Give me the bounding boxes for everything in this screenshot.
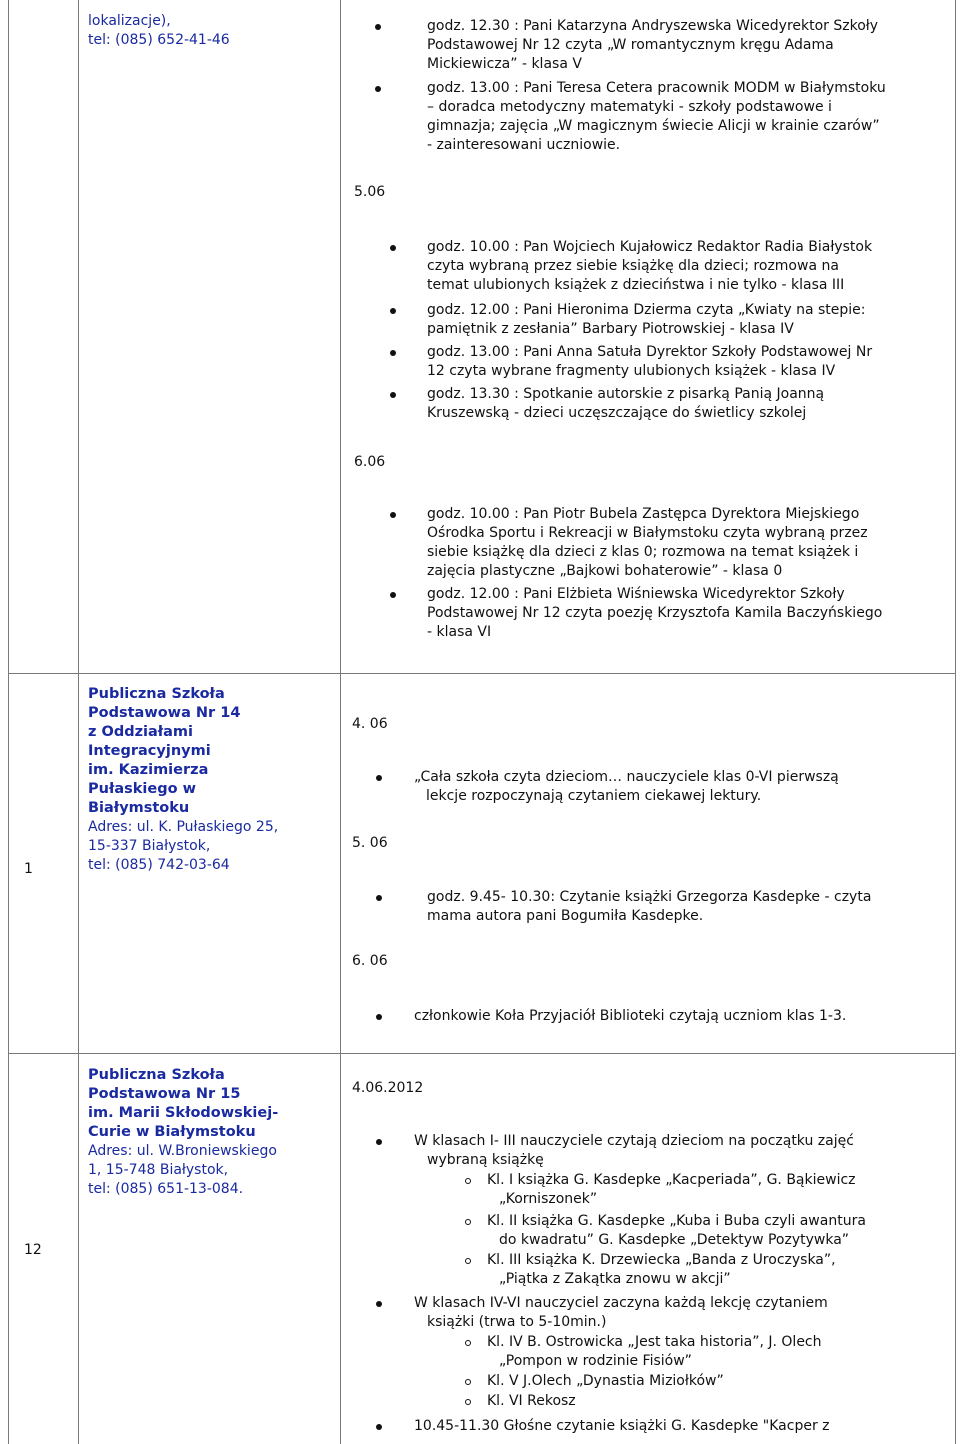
item-line: wybraną książkę: [427, 1152, 544, 1168]
circle-bullet-icon: [465, 1340, 471, 1346]
bullet-dot: [376, 895, 382, 901]
column-divider-school: [78, 0, 79, 1444]
table-border-right: [955, 0, 956, 1444]
school-name-line: Podstawowa Nr 14: [88, 705, 241, 721]
school-info: [88, 685, 278, 875]
address-line: Adres: ul. K. Pułaskiego 25,: [88, 819, 279, 835]
list-item: [376, 888, 871, 926]
address-line: 1, 15-748 Białystok,: [88, 1162, 229, 1178]
list-item: [390, 585, 882, 642]
row-number: 1: [24, 861, 33, 877]
circle-bullet-icon: [465, 1399, 471, 1405]
date-label: 5. 06: [352, 835, 388, 851]
item-line: godz. 10.00 : Pan Wojciech Kujałowicz Redaktor Radia Białystok: [427, 239, 873, 255]
item-line: godz. 12.00 : Pani Elżbieta Wiśniewska Wicedyrektor Szkoły: [427, 586, 845, 602]
bullet-dot: [390, 350, 396, 356]
item-line: W klasach IV-VI nauczyciel zaczyna każdą lekcję czytaniem: [414, 1295, 828, 1311]
item-line: członkowie Koła Przyjaciół Biblioteki czytają uczniom klas 1-3.: [414, 1008, 847, 1024]
item-line: - zainteresowani uczniowie.: [427, 137, 621, 153]
school-name-line: Publiczna Szkoła: [88, 686, 225, 702]
item-line: Kruszewską - dzieci uczęszczające do świetlicy szkolej: [427, 405, 807, 421]
circle-bullet-icon: [465, 1379, 471, 1385]
bullet-dot: [390, 512, 396, 518]
bullet-dot: [390, 245, 396, 251]
school-name-line: Pułaskiego w: [88, 781, 196, 797]
circle-bullet-icon: [465, 1219, 471, 1225]
item-line: godz. 13.00 : Pani Teresa Cetera pracownik MODM w Białymstoku: [427, 80, 886, 96]
list-item: [390, 79, 886, 155]
item-line: Kl. VI Rekosz: [487, 1393, 576, 1409]
school-name-line: Integracyjnymi: [88, 743, 211, 759]
item-line: mama autora pani Bogumiła Kasdepke.: [427, 908, 704, 924]
list-item: [390, 343, 872, 381]
top-left-address: [88, 12, 230, 50]
item-line: W klasach I- III nauczyciele czytają dzieciom na początku zajęć: [414, 1133, 854, 1149]
item-line: Kl. IV B. Ostrowicka „Jest taka historia”, J. Olech: [487, 1334, 822, 1350]
school-name-line: Curie w Białymstoku: [88, 1124, 256, 1140]
bullet-dot: [390, 308, 396, 314]
bullet-dot: [376, 775, 382, 781]
bullet-dot: [375, 24, 381, 30]
school-name-line: z Oddziałami: [88, 724, 194, 740]
bullet-dot: [376, 1301, 382, 1307]
date-label: 4. 06: [352, 716, 388, 732]
address-line: 15-337 Białystok,: [88, 838, 211, 854]
school-name-line: im. Marii Skłodowskiej-: [88, 1105, 279, 1121]
item-line: Podstawowej Nr 12 czyta poezję Krzysztofa Kamila Baczyńskiego: [427, 605, 883, 621]
item-line: godz. 13.00 : Pani Anna Satuła Dyrektor Szkoły Podstawowej Nr: [427, 344, 873, 360]
date-label: 5.06: [354, 184, 386, 200]
item-line: 10.45-11.30 Głośne czytanie książki G. Kasdepke "Kacper z: [414, 1418, 830, 1434]
list-item: [376, 1417, 830, 1436]
circle-bullet-icon: [465, 1178, 471, 1184]
sub-list-item: [465, 1333, 822, 1371]
item-line: Ośrodka Sportu i Rekreacji w Białymstoku czyta wybraną przez: [427, 525, 868, 541]
item-line: czyta wybraną przez siebie książkę dla dzieci; rozmowa na: [427, 258, 839, 274]
sub-list-item: [465, 1392, 576, 1411]
item-line: siebie książkę dla dzieci z klas 0; rozmowa na temat książek i: [427, 544, 859, 560]
bullet-dot: [376, 1014, 382, 1020]
sub-list-item: [465, 1212, 866, 1250]
item-line: „Piątka z Zakątka znowu w akcji”: [499, 1271, 731, 1287]
sub-list-item: [465, 1372, 724, 1391]
item-line: „Cała szkoła czyta dzieciom… nauczyciele klas 0-VI pierwszą: [414, 769, 839, 785]
item-line: Kl. V J.Olech „Dynastia Miziołków”: [487, 1373, 724, 1389]
item-line: temat ulubionych książek z dzieciństwa i nie tylko - klasa III: [427, 277, 845, 293]
item-line: - klasa VI: [427, 624, 492, 640]
sub-list-item: [465, 1251, 836, 1289]
table-border-left: [8, 0, 9, 1444]
location-line: lokalizacje),: [88, 13, 171, 29]
item-line: godz. 13.30 : Spotkanie autorskie z pisarką Panią Joanną: [427, 386, 825, 402]
item-line: lekcje rozpoczynają czytaniem ciekawej lektury.: [426, 788, 762, 804]
bullet-dot: [376, 1424, 382, 1430]
list-item: [376, 1132, 854, 1170]
item-line: „Pompon w rodzinie Fisiów”: [499, 1353, 692, 1369]
school-name-line: im. Kazimierza: [88, 762, 209, 778]
bullet-dot: [390, 592, 396, 598]
item-line: pamiętnik z zesłania” Barbary Piotrowskiej - klasa IV: [427, 321, 794, 337]
school-name-line: Białymstoku: [88, 800, 190, 816]
list-item: [390, 505, 868, 581]
school-info: [88, 1066, 278, 1199]
address-line: Adres: ul. W.Broniewskiego: [88, 1143, 277, 1159]
address-line: tel: (085) 742-03-64: [88, 857, 230, 873]
school-name-line: Publiczna Szkoła: [88, 1067, 225, 1083]
item-line: – doradca metodyczny matematyki - szkoły podstawowe i: [427, 99, 832, 115]
column-divider-program: [340, 0, 341, 1444]
circle-bullet-icon: [465, 1258, 471, 1264]
list-item: [376, 768, 839, 806]
item-line: Mickiewicza” - klasa V: [427, 56, 582, 72]
bullet-dot: [376, 1139, 382, 1145]
item-line: Kl. II książka G. Kasdepke „Kuba i Buba czyli awantura: [487, 1213, 866, 1229]
date-label: 4.06.2012: [352, 1080, 424, 1096]
item-line: zajęcia plastyczne „Bajkowi bohaterowie” - klasa 0: [427, 563, 783, 579]
phone-line: tel: (085) 652-41-46: [88, 32, 230, 48]
item-line: godz. 12.00 : Pani Hieronima Dzierma czyta „Kwiaty na stepie:: [427, 302, 866, 318]
list-item: [376, 1294, 828, 1332]
item-line: Kl. III książka K. Drzewiecka „Banda z Uroczyska”,: [487, 1252, 836, 1268]
item-line: książki (trwa to 5-10min.): [427, 1314, 607, 1330]
list-item: [390, 385, 824, 423]
item-line: Podstawowej Nr 12 czyta „W romantycznym kręgu Adama: [427, 37, 834, 53]
item-line: do kwadratu” G. Kasdepke „Detektyw Pozytywka”: [499, 1232, 850, 1248]
list-item: [390, 17, 878, 74]
list-item: [390, 238, 872, 295]
school-name-line: Podstawowa Nr 15: [88, 1086, 241, 1102]
item-line: Kl. I książka G. Kasdepke „Kacperiada”, G. Bąkiewicz: [487, 1172, 856, 1188]
item-line: „Korniszonek”: [499, 1191, 598, 1207]
bullet-dot: [375, 86, 381, 92]
item-line: godz. 9.45- 10.30: Czytanie książki Grzegorza Kasdepke - czyta: [427, 889, 872, 905]
sub-list-item: [465, 1171, 856, 1209]
address-line: tel: (085) 651-13-084.: [88, 1181, 244, 1197]
item-line: godz. 12.30 : Pani Katarzyna Andryszewska Wicedyrektor Szkoły: [427, 18, 879, 34]
row-number: 12: [24, 1242, 42, 1258]
item-line: gimnazja; zajęcia „W magicznym świecie Alicji w krainie czarów”: [427, 118, 880, 134]
item-line: godz. 10.00 : Pan Piotr Bubela Zastępca Dyrektora Miejskiego: [427, 506, 860, 522]
date-label: 6. 06: [352, 953, 388, 969]
bullet-dot: [390, 392, 396, 398]
item-line: 12 czyta wybrane fragmenty ulubionych książek - klasa IV: [427, 363, 836, 379]
row-divider-1: [8, 673, 956, 674]
row-divider-12: [8, 1053, 956, 1054]
list-item: [390, 301, 866, 339]
date-label: 6.06: [354, 454, 386, 470]
list-item: [376, 1007, 846, 1026]
